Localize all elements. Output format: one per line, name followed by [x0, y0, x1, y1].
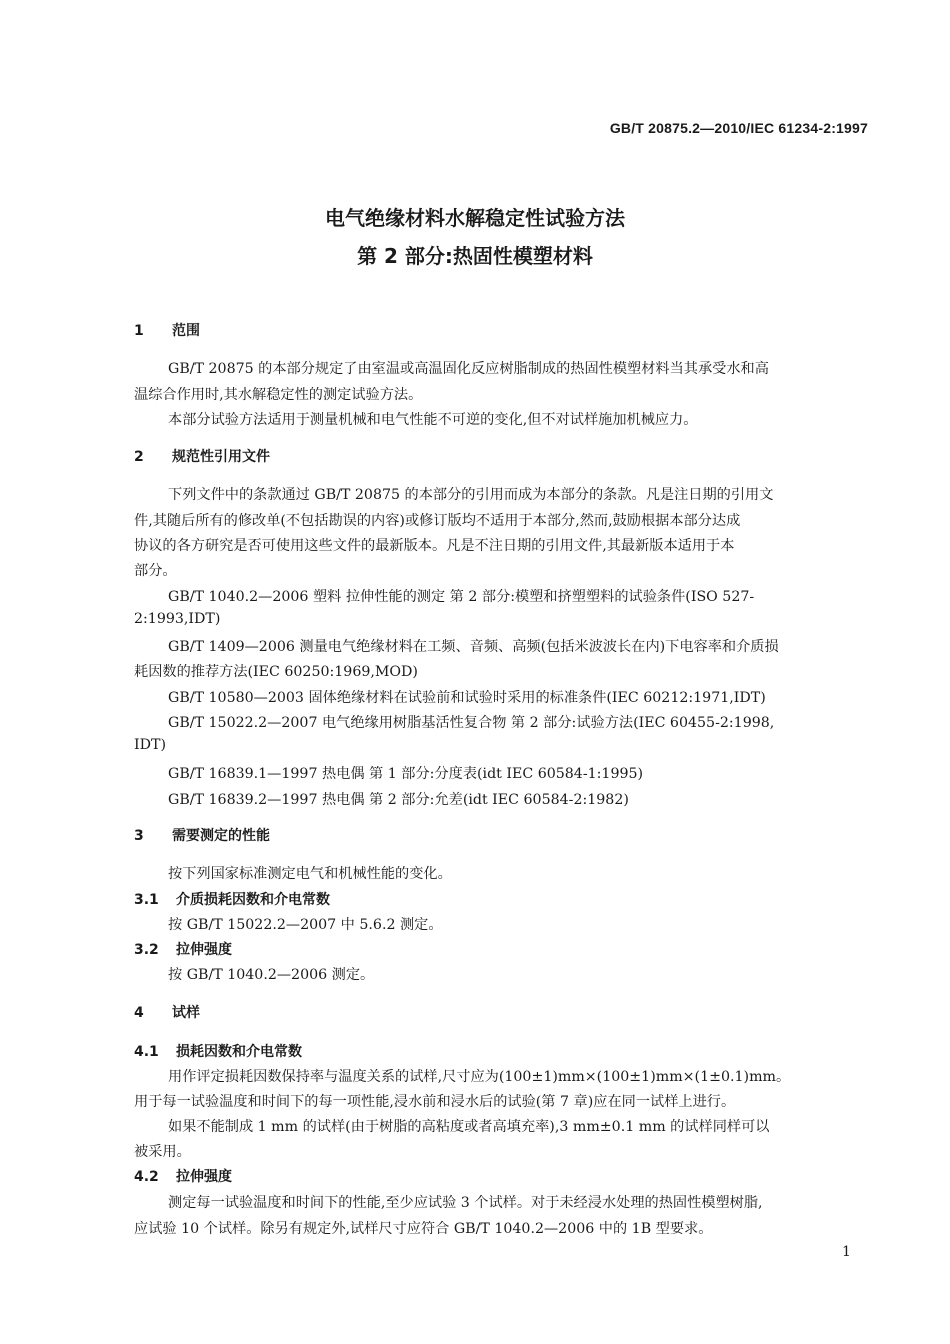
section-title: 范围 — [172, 323, 200, 339]
section-2-heading — [134, 446, 270, 466]
paragraph-line: 按 GB/T 15022.2—2007 中 5.6.2 测定。 — [168, 917, 443, 933]
reference-continuation: IDT) — [134, 737, 166, 753]
page-number: 1 — [842, 1244, 851, 1260]
subsection-title: 拉伸强度 — [176, 942, 232, 958]
paragraph-line: 温综合作用时,其水解稳定性的测定试验方法。 — [134, 387, 423, 403]
paragraph-line: 件,其随后所有的修改单(不包括勘误的内容)或修订版均不适用于本部分,然而,鼓励根据本部分达成 — [134, 513, 741, 529]
paragraph-line: GB/T 20875 的本部分规定了由室温或高温固化反应树脂制成的热固性模塑材料当其承受水和高 — [168, 361, 769, 377]
subsection-number: 4.2 — [134, 1169, 159, 1185]
paragraph-line: 应试验 10 个试样。除另有规定外,试样尺寸应符合 GB/T 1040.2—2006 中的 1B 型要求。 — [134, 1221, 713, 1237]
subsection-number: 3.1 — [134, 892, 159, 908]
document-title: 电气绝缘材料水解稳定性试验方法 — [325, 206, 625, 230]
subsection-4-2-heading — [134, 1166, 232, 1186]
subsection-title: 损耗因数和介电常数 — [176, 1044, 302, 1060]
subsection-number: 4.1 — [134, 1044, 159, 1060]
paragraph-line: 按 GB/T 1040.2—2006 测定。 — [168, 967, 375, 983]
section-number: 2 — [134, 449, 144, 465]
subsection-4-1-heading — [134, 1041, 302, 1061]
section-1-heading — [134, 320, 200, 340]
subsection-3-2-heading — [134, 939, 232, 959]
reference-entry: GB/T 16839.2—1997 热电偶 第 2 部分:允差(idt IEC 60584-2:1982) — [168, 792, 629, 808]
reference-entry: GB/T 16839.1—1997 热电偶 第 1 部分:分度表(idt IEC 60584-1:1995) — [168, 766, 644, 782]
section-number: 1 — [134, 323, 144, 339]
paragraph-line: 本部分试验方法适用于测量机械和电气性能不可逆的变化,但不对试样施加机械应力。 — [168, 412, 698, 428]
subsection-title: 介质损耗因数和介电常数 — [176, 892, 330, 908]
paragraph-line: 部分。 — [134, 563, 177, 579]
reference-entry: GB/T 1040.2—2006 塑料 拉伸性能的测定 第 2 部分:模塑和挤塑塑料的试验条件(ISO 527- — [168, 589, 755, 605]
paragraph-line: 被采用。 — [134, 1144, 191, 1160]
subsection-3-1-heading — [134, 889, 330, 909]
section-number: 3 — [134, 828, 144, 844]
paragraph-line: 用于每一试验温度和时间下的每一项性能,浸水前和浸水后的试验(第 7 章)应在同一试样上进行。 — [134, 1094, 736, 1110]
standard-number: GB/T 20875.2—2010/IEC 61234-2:1997 — [609, 120, 868, 136]
paragraph-line: 下列文件中的条款通过 GB/T 20875 的本部分的引用而成为本部分的条款。凡是注日期的引用文 — [168, 487, 774, 503]
reference-entry: GB/T 10580—2003 固体绝缘材料在试验前和试验时采用的标准条件(IEC 60212:1971,IDT) — [168, 690, 766, 706]
paragraph-line: 测定每一试验温度和时间下的性能,至少应试验 3 个试样。对于未经浸水处理的热固性模塑树脂, — [168, 1195, 763, 1211]
reference-continuation: 耗因数的推荐方法(IEC 60250:1969,MOD) — [134, 664, 418, 680]
section-title: 试样 — [172, 1005, 200, 1021]
paragraph-line: 按下列国家标准测定电气和机械性能的变化。 — [168, 866, 452, 882]
paragraph-line: 用作评定损耗因数保持率与温度关系的试样,尺寸应为(100±1)mm×(100±1)mm×(1±0.1)mm。 — [168, 1069, 791, 1085]
document-subtitle: 第 2 部分:热固性模塑材料 — [357, 244, 593, 268]
section-3-heading — [134, 825, 270, 845]
section-title: 需要测定的性能 — [172, 828, 270, 844]
section-number: 4 — [134, 1005, 144, 1021]
subsection-title: 拉伸强度 — [176, 1169, 232, 1185]
section-4-heading — [134, 1002, 200, 1022]
paragraph-line: 如果不能制成 1 mm 的试样(由于树脂的高粘度或者高填充率),3 mm±0.1 mm 的试样同样可以 — [168, 1119, 770, 1135]
reference-entry: GB/T 1409—2006 测量电气绝缘材料在工频、音频、高频(包括米波波长在内)下电容率和介质损 — [168, 639, 779, 655]
reference-entry: GB/T 15022.2—2007 电气绝缘用树脂基活性复合物 第 2 部分:试验方法(IEC 60455-2:1998, — [168, 715, 775, 731]
subsection-number: 3.2 — [134, 942, 159, 958]
paragraph-line: 协议的各方研究是否可使用这些文件的最新版本。凡是不注日期的引用文件,其最新版本适用于本 — [134, 538, 735, 554]
section-title: 规范性引用文件 — [172, 449, 270, 465]
reference-continuation: 2:1993,IDT) — [134, 611, 221, 627]
